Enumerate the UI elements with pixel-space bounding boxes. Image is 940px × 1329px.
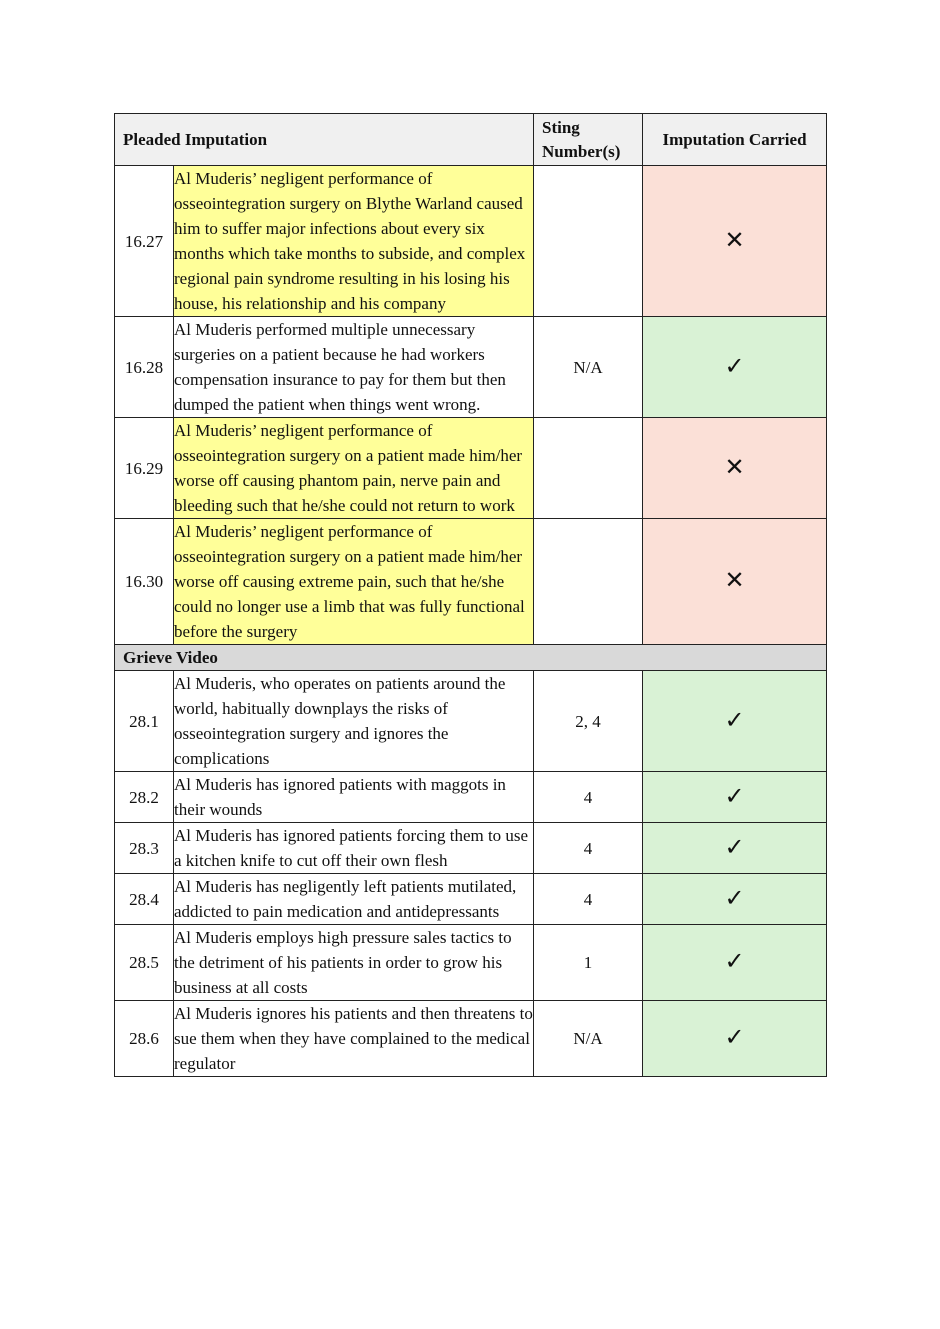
table-row	[115, 418, 827, 519]
table-row	[115, 1001, 827, 1077]
imputation-number: 28.3	[115, 823, 174, 874]
header-sting-line2: Number(s)	[542, 141, 621, 161]
table-row	[115, 166, 827, 317]
sting-numbers: 2, 4	[534, 671, 643, 772]
check-icon: ✓	[643, 1001, 827, 1077]
imputation-number: 16.28	[115, 317, 174, 418]
section-row	[115, 645, 827, 671]
table-row	[115, 874, 827, 925]
table-row	[115, 925, 827, 1001]
imputation-text: Al Muderis ignores his patients and then threatens to sue them when they have complained to the medical regulator	[174, 1001, 534, 1077]
imputation-text: Al Muderis’ negligent performance of osseointegration surgery on a patient made him/her worse off causing phantom pain, nerve pain and bleeding such that he/she could not return to work	[174, 418, 534, 519]
header-pleaded-imputation: Pleaded Imputation	[115, 114, 534, 166]
check-icon: ✓	[643, 874, 827, 925]
imputation-text: Al Muderis’ negligent performance of osseointegration surgery on a patient made him/her worse off causing extreme pain, such that he/she could no longer use a limb that was fully functional before the surgery	[174, 519, 534, 645]
check-icon: ✓	[643, 772, 827, 823]
cross-icon: ✕	[643, 418, 827, 519]
imputations-table	[114, 113, 827, 1077]
imputation-number: 16.29	[115, 418, 174, 519]
imputation-number: 16.27	[115, 166, 174, 317]
sting-numbers: 1	[534, 925, 643, 1001]
table-row	[115, 772, 827, 823]
table-row	[115, 671, 827, 772]
imputation-text: Al Muderis has negligently left patients mutilated, addicted to pain medication and antidepressants	[174, 874, 534, 925]
sting-numbers	[534, 166, 643, 317]
imputation-text: Al Muderis has ignored patients with maggots in their wounds	[174, 772, 534, 823]
check-icon: ✓	[643, 671, 827, 772]
check-icon: ✓	[643, 925, 827, 1001]
cross-icon: ✕	[643, 519, 827, 645]
header-imputation-carried: Imputation Carried	[643, 114, 827, 166]
sting-numbers: 4	[534, 874, 643, 925]
sting-numbers: N/A	[534, 1001, 643, 1077]
sting-numbers	[534, 418, 643, 519]
imputation-number: 28.6	[115, 1001, 174, 1077]
imputation-number: 28.4	[115, 874, 174, 925]
imputation-number: 16.30	[115, 519, 174, 645]
table-body-part2	[115, 671, 827, 1077]
table-row	[115, 317, 827, 418]
cross-icon: ✕	[643, 166, 827, 317]
header-sting-numbers	[534, 114, 643, 166]
table-row	[115, 519, 827, 645]
imputation-text: Al Muderis has ignored patients forcing them to use a kitchen knife to cut off their own flesh	[174, 823, 534, 874]
imputation-text: Al Muderis employs high pressure sales tactics to the detriment of his patients in order to grow his business at all costs	[174, 925, 534, 1001]
imputation-text: Al Muderis, who operates on patients around the world, habitually downplays the risks of osseointegration surgery and ignores the complications	[174, 671, 534, 772]
check-icon: ✓	[643, 823, 827, 874]
sting-numbers: N/A	[534, 317, 643, 418]
check-icon: ✓	[643, 317, 827, 418]
section-label: Grieve Video	[115, 645, 827, 671]
imputation-number: 28.2	[115, 772, 174, 823]
header-sting-line1: Sting	[542, 117, 580, 137]
imputation-text: Al Muderis’ negligent performance of osseointegration surgery on Blythe Warland caused him to suffer major infections about every six months which take months to subside, and complex regional pain syndrome resulting in his losing his house, his relationship and his company	[174, 166, 534, 317]
section-grieve-video	[115, 645, 827, 671]
imputation-text: Al Muderis performed multiple unnecessary surgeries on a patient because he had workers compensation insurance to pay for them but then dumped the patient when things went wrong.	[174, 317, 534, 418]
table-row	[115, 823, 827, 874]
sting-numbers: 4	[534, 823, 643, 874]
table-body-part1	[115, 166, 827, 645]
sting-numbers	[534, 519, 643, 645]
imputation-number: 28.5	[115, 925, 174, 1001]
table-header-row	[115, 114, 827, 166]
sting-numbers: 4	[534, 772, 643, 823]
imputation-number: 28.1	[115, 671, 174, 772]
